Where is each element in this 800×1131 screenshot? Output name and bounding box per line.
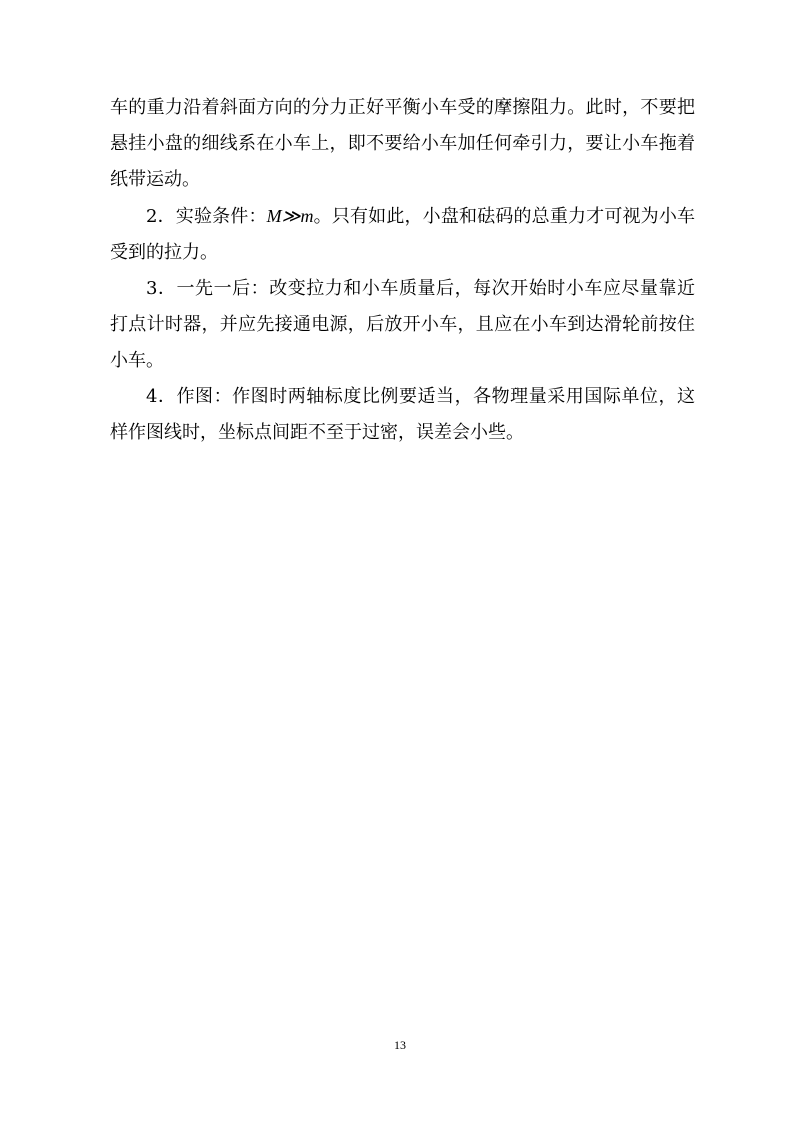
- paragraph-1: 车的重力沿着斜面方向的分力正好平衡小车受的摩擦阻力。此时，不要把悬挂小盘的细线系在小车上，即不要给小车加任何牵引力，要让小车拖着纸带运动。: [110, 97, 695, 190]
- paragraph-2-experiment-condition: [110, 198, 695, 271]
- paragraph-3-order: 3．一先一后：改变拉力和小车质量后，每次开始时小车应尽量靠近打点计时器，并应先接通电源，后放开小车，且应在小车到达滑轮前按住小车。: [110, 278, 695, 371]
- paragraph-2-prefix: 2．实验条件：: [146, 206, 267, 227]
- page-number: 13: [394, 1038, 406, 1052]
- mass-condition-formula: M≫m: [266, 206, 314, 226]
- page-content: [110, 90, 695, 451]
- paragraph-2-suffix: 。只有如此，小盘和砝码的总重力才可视为小车受到的拉力。: [110, 206, 696, 263]
- paragraph-4-graphing: 4．作图：作图时两轴标度比例要适当，各物理量采用国际单位，这样作图线时，坐标点间距不至于过密，误差会小些。: [110, 386, 695, 443]
